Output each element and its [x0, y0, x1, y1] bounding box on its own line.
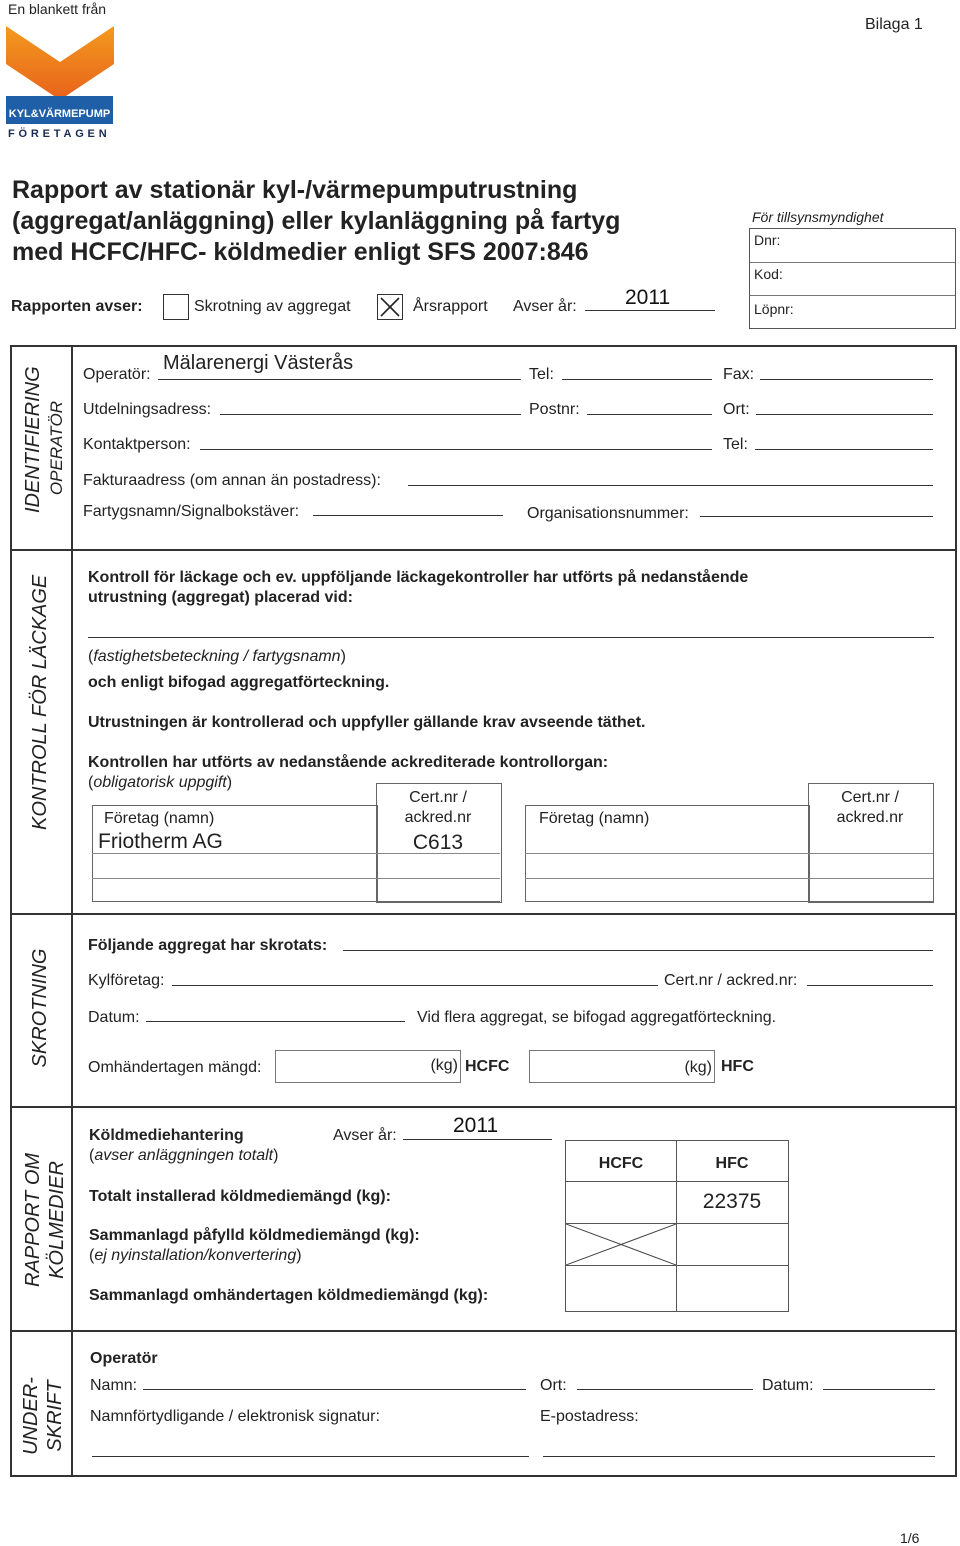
rapporten-avser-label: Rapporten avser:: [11, 298, 143, 315]
fastighet-caption: (fastighetsbeteckning / fartygsnamn): [88, 648, 346, 665]
refrig-avser-label: Avser år:: [333, 1127, 397, 1144]
refrig-sub: (avser anläggningen totalt): [89, 1147, 279, 1164]
postnr-label: Postnr:: [529, 401, 580, 418]
signatur-field[interactable]: [92, 1456, 529, 1457]
sign-datum-field[interactable]: [823, 1389, 935, 1390]
row-omhandertagen-label: Sammanlagd omhändertagen köldmediemängd (kg):: [89, 1287, 489, 1304]
kontaktperson-label: Kontaktperson:: [83, 436, 191, 453]
crossed-cell-icon: [566, 1224, 676, 1265]
col-hfc-header: HFC: [715, 1155, 749, 1172]
section-label-line1: RAPPORT OM: [22, 1152, 44, 1288]
kontrollorgan-table-left: [92, 783, 500, 903]
tel2-field[interactable]: [755, 449, 933, 450]
tel2-label: Tel:: [723, 436, 748, 453]
tel1-field[interactable]: [562, 379, 712, 380]
kontaktperson-field[interactable]: [200, 449, 712, 450]
logo-text-kyl: KYL&VÄRMEPUMP: [6, 96, 113, 124]
section-label-line2: KÖLMEDIER: [46, 1161, 68, 1279]
fartygsnamn-field[interactable]: [313, 515, 503, 516]
scrap-datum-label: Datum:: [88, 1009, 140, 1026]
col-foretag-left: Företag (namn): [104, 810, 215, 827]
cert-value[interactable]: C613: [412, 831, 464, 854]
skrotning-checkbox[interactable]: [163, 294, 189, 320]
section-label-line1: UNDER-: [20, 1377, 42, 1455]
sign-datum-label: Datum:: [762, 1377, 814, 1394]
page-number: 1/6: [900, 1530, 920, 1546]
row-pafylld-label: Sammanlagd påfylld köldmediemängd (kg):: [89, 1227, 420, 1244]
sign-heading: Operatör: [90, 1350, 158, 1367]
scrap-certnr-label: Cert.nr / ackred.nr:: [664, 972, 798, 989]
epost-label: E-postadress:: [540, 1408, 639, 1425]
kylforetag-label: Kylföretag:: [88, 972, 165, 989]
leak-intro-line2: utrustning (aggregat) placerad vid:: [88, 589, 353, 606]
avser-ar-label: Avser år:: [513, 298, 577, 315]
tel1-label: Tel:: [529, 366, 554, 383]
postnr-field[interactable]: [587, 414, 712, 415]
section-label-line1: IDENTIFIERING: [22, 366, 44, 513]
title-line-1: Rapport av stationär kyl-/värmepumputrustning: [12, 176, 578, 204]
avser-ar-value[interactable]: 2011: [625, 286, 671, 309]
omhandertagen-label: Omhändertagen mängd:: [88, 1059, 262, 1076]
fartygsnamn-label: Fartygsnamn/Signalbokstäver:: [83, 503, 300, 520]
tathet-text: Utrustningen är kontrollerad och uppfyller gällande krav avseende täthet.: [88, 714, 646, 731]
scrap-certnr-field[interactable]: [807, 985, 933, 986]
logo-chevron-icon: [6, 24, 114, 104]
authority-label: För tillsynsmyndighet: [752, 209, 884, 225]
sign-ort-field[interactable]: [577, 1389, 753, 1390]
hfc-amount-field[interactable]: [529, 1050, 715, 1083]
refrig-table: [565, 1140, 789, 1312]
section-label-line2: SKRIFT: [44, 1380, 66, 1452]
arsrapport-option-label: Årsrapport: [413, 298, 488, 315]
leak-intro-line1: Kontroll för läckage och ev. uppföljande läckagekontroller har utförts på nedanstående: [88, 569, 749, 586]
col-cert-right: [808, 788, 932, 828]
col-cert-right-l1: Cert.nr /: [841, 789, 899, 806]
scrap-heading: Följande aggregat har skrotats:: [88, 937, 328, 954]
pafylld-hfc-cell[interactable]: [677, 1224, 788, 1265]
company-logo: [6, 24, 114, 144]
leak-intro: [88, 568, 748, 608]
col-cert-left-l2: ackred.nr: [404, 809, 472, 826]
kontrollorgan-text: Kontrollen har utförts av nedanstående ackrediterade kontrollorgan:: [88, 754, 609, 771]
fax-label: Fax:: [723, 366, 755, 383]
col-hcfc-header: HCFC: [598, 1155, 644, 1172]
orgnr-field[interactable]: [700, 516, 933, 517]
refrig-avser-value[interactable]: 2011: [453, 1114, 499, 1137]
skrotning-option-label: Skrotning av aggregat: [194, 298, 351, 315]
dnr-field[interactable]: Dnr:: [754, 232, 781, 248]
obligatorisk-caption: (obligatorisk uppgift): [88, 774, 233, 791]
totalt-hcfc-cell[interactable]: [566, 1182, 676, 1222]
fakturaadress-field[interactable]: [408, 485, 933, 486]
kontrollorgan-table-right: [525, 783, 933, 903]
hcfc-amount-field[interactable]: [275, 1050, 461, 1083]
page-title: [12, 175, 620, 268]
hfc-kg-unit: (kg): [684, 1059, 712, 1076]
bilaga-label: Bilaga 1: [865, 16, 923, 33]
obligatorisk-caption-text: obligatorisk uppgift: [93, 774, 227, 791]
col-foretag-right: Företag (namn): [539, 810, 650, 827]
fastighet-caption-text: fastighetsbeteckning / fartygsnamn: [93, 648, 341, 665]
utdelningsadress-field[interactable]: [220, 414, 521, 415]
ort-label: Ort:: [723, 401, 750, 418]
flera-aggregat-note: Vid flera aggregat, se bifogad aggregatförteckning.: [417, 1009, 777, 1026]
sign-namn-label: Namn:: [90, 1377, 138, 1394]
scrap-datum-field[interactable]: [146, 1021, 405, 1022]
section-label-identifiering: [21, 366, 69, 513]
refrig-heading: Köldmediehantering: [89, 1127, 244, 1144]
lopnr-field[interactable]: Löpnr:: [754, 301, 794, 317]
kylforetag-field[interactable]: [172, 985, 658, 986]
refrig-sub-text: avser anläggningen totalt: [94, 1147, 274, 1164]
section-label-underskrift: [19, 1366, 67, 1466]
row-pafylld-sub: (ej nyinstallation/konvertering): [89, 1247, 302, 1264]
signatur-label: Namnförtydligande / elektronisk signatur:: [90, 1408, 380, 1425]
col-cert-left-l1: Cert.nr /: [409, 789, 467, 806]
epost-field[interactable]: [543, 1456, 935, 1457]
sign-namn-field[interactable]: [143, 1389, 526, 1390]
authority-box: [749, 228, 956, 329]
hcfc-kg-unit: (kg): [430, 1057, 458, 1074]
blankett-from: En blankett från: [8, 1, 107, 17]
hfc-label: HFC: [721, 1058, 754, 1075]
omhandertagen-hfc-cell[interactable]: [677, 1266, 788, 1311]
title-line-3: med HCFC/HFC- köldmedier enligt SFS 2007:846: [12, 238, 589, 266]
arsrapport-checkbox[interactable]: [377, 294, 403, 320]
operator-label: Operatör:: [83, 366, 151, 383]
utdelningsadress-label: Utdelningsadress:: [83, 401, 212, 418]
title-line-2: (aggregat/anläggning) eller kylanläggning på fartyg: [12, 207, 621, 235]
orgnr-label: Organisationsnummer:: [527, 505, 689, 522]
company-name-value[interactable]: Friotherm AG: [98, 830, 223, 853]
kod-field[interactable]: Kod:: [754, 266, 783, 282]
omhandertagen-hcfc-cell[interactable]: [566, 1266, 676, 1311]
col-cert-right-l2: ackred.nr: [836, 809, 904, 826]
row-totalt-label: Totalt installerad köldmediemängd (kg):: [89, 1188, 391, 1205]
section-label-rapport: [21, 1140, 69, 1300]
check-x-icon: [378, 295, 402, 319]
hcfc-label: HCFC: [465, 1058, 510, 1075]
scrap-aggregate-field[interactable]: [343, 950, 933, 951]
placement-field[interactable]: [88, 637, 934, 638]
row-pafylld-sub-text: ej nyinstallation/konvertering: [94, 1247, 297, 1264]
col-cert-left: [376, 788, 500, 828]
fax-field[interactable]: [760, 379, 933, 380]
sign-ort-label: Ort:: [540, 1377, 567, 1394]
section-label-skrotning: SKROTNING: [29, 948, 51, 1068]
ort-field[interactable]: [756, 414, 933, 415]
section-label-kontroll: KONTROLL FÖR LÄCKAGE: [29, 574, 51, 830]
fakturaadress-label: Fakturaadress (om annan än postadress):: [83, 472, 381, 489]
totalt-hfc-value[interactable]: 22375: [702, 1190, 762, 1213]
operator-name-value[interactable]: Mälarenergi Västerås: [163, 352, 354, 374]
bifogad-text: och enligt bifogad aggregatförteckning.: [88, 674, 390, 691]
section-label-line2: OPERATÖR: [47, 400, 66, 496]
logo-text-foretagen: FÖRETAGEN: [8, 128, 111, 140]
